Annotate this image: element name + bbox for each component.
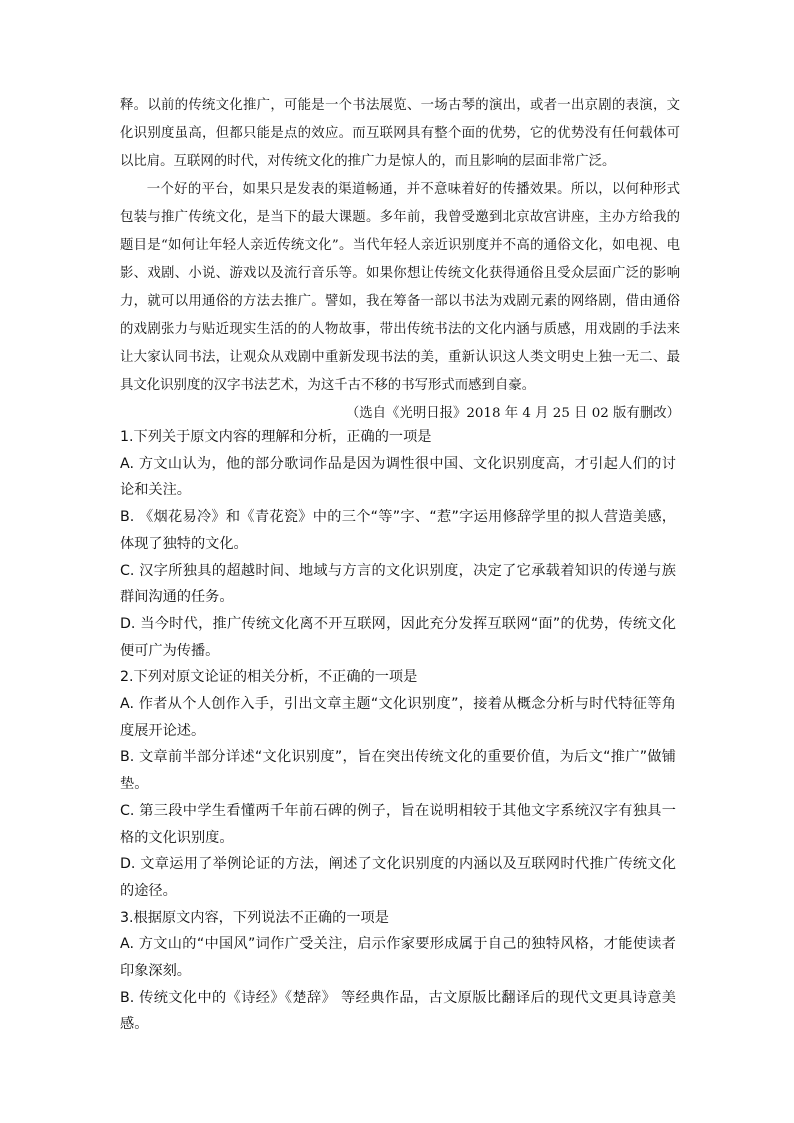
question-2-option-d: D. 文章运用了举例论证的方法，阐述了文化识别度的内涵以及互联网时代推广传统文化的途径。: [120, 856, 676, 899]
question-section: [120, 424, 676, 1038]
question-2-option-a: A. 作者从个人创作入手，引出文章主题“文化识别度”，接着从概念分析与时代特征等角度展开论述。: [120, 696, 676, 739]
question-3-option-a: A. 方文山的“中国风”词作广受关注，启示作家要形成属于自己的独特风格，才能使读者印象深刻。: [120, 936, 676, 980]
question-2-stem: 2.下列对原文论证的相关分析，不正确的一项是: [120, 669, 418, 686]
question-1-option-a: A. 方文山认为，他的部分歌词作品是因为调性很中国、文化识别度高，才引起人们的讨论和关注。: [120, 455, 676, 499]
question-3-option-b: B. 传统文化中的《诗经》《楚辞》 等经典作品，古文原版比翻译后的现代文更具诗意美感。: [120, 989, 676, 1033]
question-3-stem: 3.根据原文内容，下列说法不正确的一项是: [120, 909, 389, 926]
passage-paragraph-1: 释。以前的传统文化推广，可能是一个书法展览、一场古琴的演出，或者一出京剧的表演，文化识别度虽高，但都只能是点的效应。而互联网具有整个面的优势，它的优势没有任何载体可以比肩。互联网的时代，对传统文化的推广力是惊人的，而且影响的层面非常广泛。: [120, 98, 680, 169]
question-1-option-b: B. 《烟花易冷》和《青花瓷》中的三个“等”字、“惹”字运用修辞学里的拟人营造美感，体现了独特的文化。: [120, 509, 676, 552]
reading-passage: [120, 92, 680, 428]
question-2-option-b: B. 文章前半部分详述“文化识别度”，旨在突出传统文化的重要价值，为后文“推广”做铺垫。: [120, 749, 676, 793]
question-1-option-d: D. 当今时代，推广传统文化离不开互联网，因此充分发挥互联网“面”的优势，传统文化便可广为传播。: [120, 615, 676, 659]
passage-source: （选自《光明日报》2018 年 4 月 25 日 02 版有删改）: [345, 406, 680, 421]
question-1-option-c: C. 汉字所独具的超越时间、地域与方言的文化识别度，决定了它承载着知识的传递与族群间沟通的任务。: [120, 562, 676, 606]
passage-paragraph-2: 一个好的平台，如果只是发表的渠道畅通，并不意味着好的传播效果。所以，以何种形式包装与推广传统文化，是当下的最大课题。多年前，我曾受邀到北京故宫讲座，主办方给我的题目是“如何让年轻人亲近传统文化”。当代年轻人亲近识别度并不高的通俗文化，如电视、电影、戏剧、小说、游戏以及流行音乐等。如果你想让传统文化获得通俗且受众层面广泛的影响力，就可以用通俗的方法去推广。譬如，我在筹备一部以书法为戏剧元素的网络剧，借由通俗的戏剧张力与贴近现实生活的的人物故事，带出传统书法的文化内涵与质感，用戏剧的手法来让大家认同书法，让观众从戏剧中重新发现书法的美，重新认识这人类文明史上独一无二、最具文化识别度的汉字书法艺术，为这千古不移的书写形式而感到自豪。: [120, 182, 680, 393]
question-1-stem: 1.下列关于原文内容的理解和分析，正确的一项是: [120, 429, 432, 445]
question-2-option-c: C. 第三段中学生看懂两千年前石碑的例子，旨在说明相较于其他文字系统汉字有独具一格的文化识别度。: [120, 802, 676, 846]
